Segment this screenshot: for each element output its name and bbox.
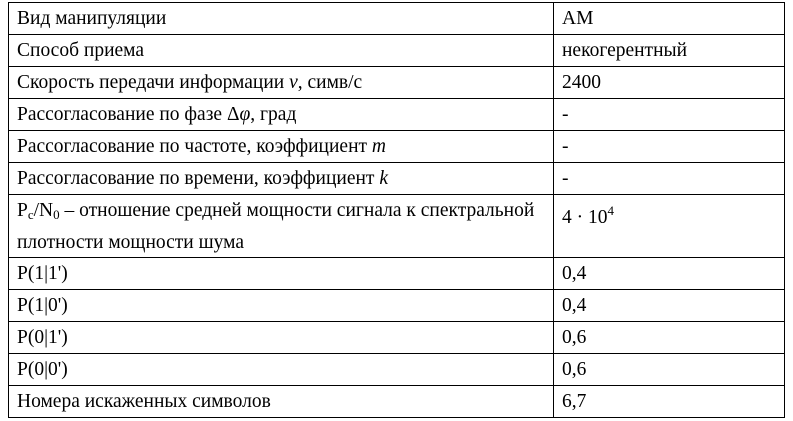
param-value: 2400: [554, 67, 785, 99]
table-row: [9, 290, 785, 322]
table-row: [9, 163, 785, 195]
param-label: [9, 195, 554, 258]
table-row: [9, 354, 785, 386]
param-value: некогерентный: [554, 35, 785, 67]
subscript: 0: [53, 207, 60, 222]
table-row: [9, 322, 785, 354]
param-value: АМ: [554, 3, 785, 35]
superscript: 4: [607, 203, 614, 218]
param-value: [554, 195, 785, 258]
math-symbol: k: [379, 168, 388, 189]
math-symbol: Δ: [226, 104, 240, 125]
param-value: 0,6: [554, 354, 785, 386]
param-value: -: [554, 163, 785, 195]
label-text: P: [17, 200, 28, 221]
label-text: – отношение средней мощности сигнала к спектральной плотности мощности шума: [17, 200, 535, 253]
param-value: 6,7: [554, 386, 785, 418]
label-text: Рассогласование по времени, коэффициент: [17, 168, 380, 189]
param-label: P(0|1'): [9, 322, 554, 354]
label-text: Рассогласование по частоте, коэффициент: [17, 136, 372, 157]
label-text: /N: [33, 200, 54, 221]
param-value: -: [554, 131, 785, 163]
table-row: [9, 67, 785, 99]
math-symbol: m: [371, 136, 386, 157]
param-value: 0,4: [554, 258, 785, 290]
param-label: P(1|1'): [9, 258, 554, 290]
param-label: Вид манипуляции: [9, 3, 554, 35]
table-row: [9, 35, 785, 67]
param-value: 0,4: [554, 290, 785, 322]
math-symbol: v: [289, 72, 298, 93]
label-text: , град: [250, 104, 297, 125]
param-value: 0,6: [554, 322, 785, 354]
table-row: [9, 258, 785, 290]
param-label: [9, 131, 554, 163]
param-label: Номера искаженных символов: [9, 386, 554, 418]
table-row: [9, 99, 785, 131]
table-row: [9, 131, 785, 163]
param-label: Способ приема: [9, 35, 554, 67]
label-text: , симв/с: [297, 72, 363, 93]
param-label: [9, 67, 554, 99]
label-text: Рассогласование по фазе: [17, 104, 227, 125]
param-value: -: [554, 99, 785, 131]
table-row: [9, 195, 785, 258]
param-label: [9, 163, 554, 195]
param-label: P(0|0'): [9, 354, 554, 386]
param-label: [9, 99, 554, 131]
subscript: c: [27, 207, 34, 222]
param-label: P(1|0'): [9, 290, 554, 322]
value-base: 4 · 10: [562, 207, 608, 228]
label-text: Скорость передачи информации: [17, 72, 290, 93]
parameters-table: [8, 2, 785, 418]
table-row: [9, 3, 785, 35]
table-row: [9, 386, 785, 418]
math-symbol: φ: [239, 104, 251, 125]
